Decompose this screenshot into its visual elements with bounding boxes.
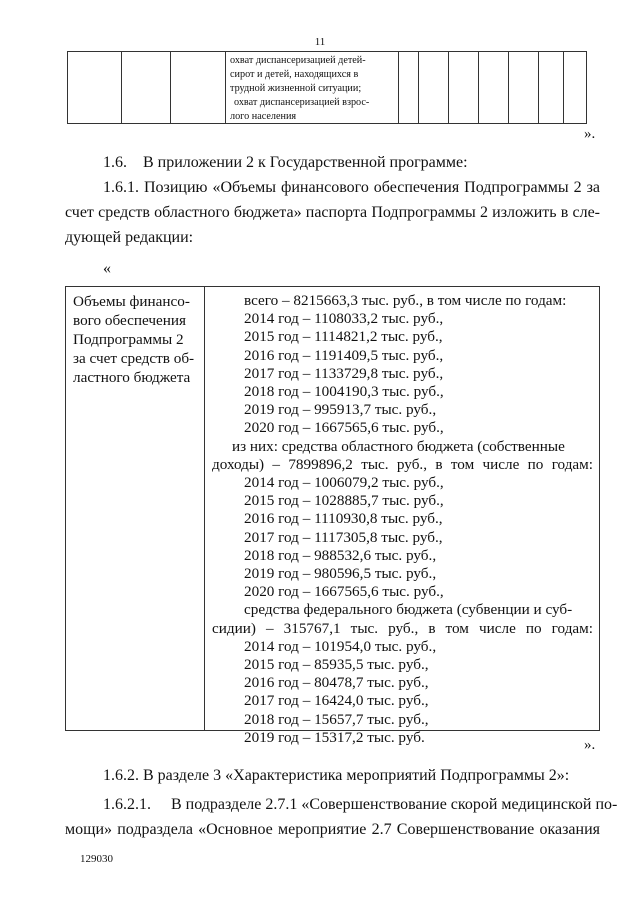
funding-line: 2018 год – 988532,6 тыс. руб., bbox=[244, 546, 437, 564]
table-column-divider bbox=[508, 52, 509, 123]
funding-line: 2015 год – 85935,5 тыс. руб., bbox=[244, 656, 429, 674]
table-column-divider bbox=[478, 52, 479, 123]
table-column-divider bbox=[538, 52, 539, 123]
top-table-fragment bbox=[67, 51, 587, 124]
funding-line: 2017 год – 1117305,8 тыс. руб., bbox=[244, 528, 443, 546]
funding-line: всего – 8215663,3 тыс. руб., в том числе по годам: bbox=[244, 292, 567, 309]
funding-line: 2019 год – 15317,2 тыс. руб. bbox=[244, 728, 425, 746]
funding-line: 2014 год – 101954,0 тыс. руб., bbox=[244, 637, 437, 655]
table-column-divider bbox=[170, 52, 171, 123]
indicator-cell-text bbox=[230, 54, 390, 124]
funding-line: 2017 год – 1133729,8 тыс. руб., bbox=[244, 364, 444, 382]
table-column-divider bbox=[225, 52, 226, 123]
paragraph-1-6-2: 1.6.2. В разделе 3 «Характеристика мероприятий Подпрограммы 2»: bbox=[103, 767, 570, 784]
funding-line: 2015 год – 1114821,2 тыс. руб., bbox=[244, 328, 443, 346]
funding-line: 2019 год – 980596,5 тыс. руб., bbox=[244, 565, 437, 583]
funding-line: 2016 год – 1110930,8 тыс. руб., bbox=[244, 510, 443, 528]
closing-quote: ». bbox=[584, 737, 596, 753]
paragraph-line: дующей редакции: bbox=[65, 229, 194, 246]
funding-line: из них: средства областного бюджета (собственные bbox=[232, 437, 565, 455]
paragraph-line: мощи» подраздела «Основное мероприятие 2.7 Совершенствование оказания bbox=[65, 821, 600, 838]
table-column-divider bbox=[121, 52, 122, 123]
table-column-divider bbox=[398, 52, 399, 123]
table-column-divider bbox=[448, 52, 449, 123]
table-column-divider bbox=[204, 287, 205, 730]
paragraph-1-6: 1.6. В приложении 2 к Государственной программе: bbox=[103, 154, 468, 171]
label-line: ластного бюджета bbox=[73, 369, 191, 387]
indicator-line: сирот и детей, находящихся в bbox=[230, 69, 359, 80]
funding-table bbox=[65, 286, 600, 746]
funding-line: 2019 год – 995913,7 тыс. руб., bbox=[244, 401, 437, 419]
indicator-line: охват диспансеризацией детей- bbox=[230, 55, 366, 66]
paragraph-line: 1.6.2.1. В подразделе 2.7.1 «Совершенствование скорой медицинской по- bbox=[103, 796, 618, 813]
indicator-line: охват диспансеризацией взрос- bbox=[234, 97, 370, 108]
funding-line: 2016 год – 1191409,5 тыс. руб., bbox=[244, 346, 444, 364]
funding-line: 2014 год – 1006079,2 тыс. руб., bbox=[244, 474, 444, 492]
indicator-line: трудной жизненной ситуации; bbox=[230, 83, 362, 94]
funding-line: доходы) – 7899896,2 тыс. руб., в том числе по годам: bbox=[212, 455, 593, 473]
funding-values-cell bbox=[212, 292, 593, 747]
page-number: 11 bbox=[314, 36, 326, 48]
closing-quote: ». bbox=[584, 126, 596, 142]
indicator-line: лого населения bbox=[230, 111, 297, 122]
funding-line: сидии) – 315767,1 тыс. руб., в том числе по годам: bbox=[212, 619, 593, 637]
funding-line: средства федерального бюджета (субвенции и суб- bbox=[244, 601, 573, 619]
label-line: Подпрограммы 2 bbox=[73, 331, 184, 349]
funding-line: 2018 год – 1004190,3 тыс. руб., bbox=[244, 383, 444, 401]
funding-line: 2020 год – 1667565,6 тыс. руб., bbox=[244, 419, 444, 437]
paragraph-line: 1.6.1. Позицию «Объемы финансового обеспечения Подпрограммы 2 за bbox=[103, 179, 600, 196]
label-line: за счет средств об- bbox=[73, 350, 195, 368]
paragraph-1-6-1 bbox=[65, 175, 600, 250]
funding-line: 2018 год – 15657,7 тыс. руб., bbox=[244, 710, 429, 728]
label-line: вого обеспечения bbox=[73, 312, 186, 330]
document-code: 129030 bbox=[80, 853, 113, 865]
funding-line: 2016 год – 80478,7 тыс. руб., bbox=[244, 674, 429, 692]
paragraph-line: счет средств областного бюджета» паспорта Подпрограммы 2 изложить в сле- bbox=[65, 204, 600, 221]
opening-quote: « bbox=[103, 260, 111, 277]
label-line: Объемы финансо- bbox=[73, 293, 190, 310]
paragraph-1-6-2-1 bbox=[65, 792, 618, 842]
table-column-divider bbox=[563, 52, 564, 123]
funding-line: 2020 год – 1667565,6 тыс. руб., bbox=[244, 583, 444, 601]
funding-label-cell bbox=[73, 292, 201, 387]
funding-line: 2017 год – 16424,0 тыс. руб., bbox=[244, 692, 429, 710]
table-column-divider bbox=[418, 52, 419, 123]
funding-line: 2015 год – 1028885,7 тыс. руб., bbox=[244, 492, 444, 510]
funding-line: 2014 год – 1108033,2 тыс. руб., bbox=[244, 310, 444, 328]
